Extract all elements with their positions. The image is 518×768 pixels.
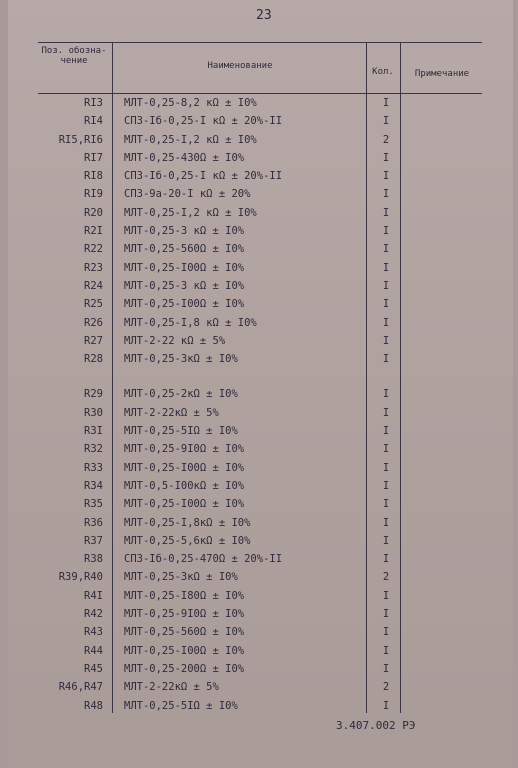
pos-cell: R37 — [84, 534, 103, 547]
name-cell: МЛТ-0,25-3кΩ ± I0% — [124, 571, 238, 584]
qty-cell: I — [382, 479, 390, 492]
qty-cell: I — [382, 406, 390, 419]
qty-cell: I — [382, 534, 390, 547]
pos-cell: R36 — [84, 516, 103, 529]
name-cell: МЛТ-0,25-430Ω ± I0% — [124, 151, 245, 164]
header-name: Наименование — [207, 61, 273, 71]
qty-cell: I — [382, 425, 390, 438]
pos-cell: RI8 — [84, 170, 103, 183]
table-row — [38, 317, 482, 335]
table-row — [38, 498, 482, 516]
document-page — [8, 0, 513, 768]
table-row — [38, 152, 482, 170]
qty-cell: I — [382, 298, 390, 311]
pos-cell: R42 — [84, 608, 103, 621]
qty-cell: I — [382, 97, 390, 109]
qty-cell: I — [382, 316, 390, 329]
name-cell: МЛТ-0,25-3 кΩ ± I0% — [124, 225, 245, 238]
table-row — [38, 335, 482, 353]
header-note: Примечание — [414, 69, 470, 79]
table-row — [38, 280, 482, 298]
pos-cell: R29 — [84, 388, 103, 401]
table-row — [38, 243, 482, 261]
table-row — [38, 443, 482, 461]
qty-cell: I — [382, 516, 390, 529]
header-qty: Кол. — [372, 67, 394, 77]
name-cell: МЛТ-0,25-8,2 кΩ ± I0% — [124, 97, 257, 109]
name-cell: МЛТ-0,25-3кΩ ± I0% — [124, 353, 238, 366]
table-row — [38, 700, 482, 718]
qty-cell: I — [382, 188, 390, 201]
name-cell: СП3-Iб-0,25-I кΩ ± 20%-II — [124, 115, 283, 128]
table-row — [38, 353, 482, 371]
qty-cell: I — [382, 589, 390, 602]
name-cell: МЛТ-0,25-2кΩ ± I0% — [124, 388, 238, 401]
name-cell: МЛТ-0,25-I,2 кΩ ± I0% — [124, 133, 257, 146]
table-body — [38, 97, 482, 718]
name-cell: МЛТ-0,25-I,8кΩ ± I0% — [124, 516, 251, 529]
name-cell: МЛТ-2-22 кΩ ± 5% — [124, 334, 226, 347]
qty-cell: I — [382, 243, 390, 256]
name-cell: МЛТ-0,25-5,6кΩ ± I0% — [124, 534, 251, 547]
table-row — [38, 97, 482, 115]
table-row — [38, 115, 482, 133]
name-cell: МЛТ-0,25-200Ω ± I0% — [124, 662, 245, 675]
name-cell: МЛТ-0,25-I00Ω ± I0% — [124, 644, 245, 657]
pos-cell: R26 — [84, 316, 103, 329]
qty-cell: 2 — [382, 133, 390, 146]
pos-cell: R2I — [84, 225, 103, 238]
qty-cell: I — [382, 206, 390, 219]
qty-cell: I — [382, 334, 390, 347]
pos-cell: RI3 — [84, 97, 103, 109]
pos-cell: R39,R40 — [58, 571, 103, 584]
qty-cell: I — [382, 261, 390, 274]
pos-cell: R4I — [84, 589, 103, 602]
table-row — [38, 298, 482, 316]
table-row — [38, 480, 482, 498]
qty-cell: I — [382, 388, 390, 401]
name-cell: МЛТ-0,25-I,8 кΩ ± I0% — [124, 316, 257, 329]
table-row — [38, 134, 482, 152]
table-row — [38, 262, 482, 280]
qty-cell: I — [382, 170, 390, 183]
table-row — [38, 535, 482, 553]
table-row — [38, 663, 482, 681]
qty-cell: I — [382, 443, 390, 456]
table-row — [38, 207, 482, 225]
name-cell: МЛТ-2-22кΩ ± 5% — [124, 406, 219, 419]
table-row — [38, 225, 482, 243]
pos-cell: RI5,RI6 — [58, 133, 103, 146]
name-cell: МЛТ-0,25-5IΩ ± I0% — [124, 425, 238, 438]
table-row — [38, 425, 482, 443]
qty-cell: I — [382, 461, 390, 474]
parts-list-table — [38, 42, 482, 713]
name-cell: МЛТ-0,25-560Ω ± I0% — [124, 626, 245, 639]
table-row — [38, 170, 482, 188]
pos-cell: R32 — [84, 443, 103, 456]
pos-cell: R48 — [84, 699, 103, 712]
name-cell: МЛТ-0,25-I00Ω ± I0% — [124, 298, 245, 311]
pos-cell: RI7 — [84, 151, 103, 164]
header-divider — [38, 93, 482, 94]
pos-cell: R34 — [84, 479, 103, 492]
name-cell: МЛТ-0,25-I80Ω ± I0% — [124, 589, 245, 602]
qty-cell: I — [382, 553, 390, 566]
name-cell: МЛТ-0,25-5IΩ ± I0% — [124, 699, 238, 712]
pos-cell: RI4 — [84, 115, 103, 128]
name-cell: МЛТ-0,25-9I0Ω ± I0% — [124, 443, 245, 456]
qty-cell: I — [382, 151, 390, 164]
qty-cell: I — [382, 353, 390, 366]
pos-cell: R38 — [84, 553, 103, 566]
pos-cell: R22 — [84, 243, 103, 256]
qty-cell: I — [382, 498, 390, 511]
name-cell: СП3-Iб-0,25-470Ω ± 20%-II — [124, 553, 283, 566]
table-row — [38, 645, 482, 663]
pos-cell: R24 — [84, 279, 103, 292]
pos-cell: R3I — [84, 425, 103, 438]
pos-cell: RI9 — [84, 188, 103, 201]
qty-cell: 2 — [382, 681, 390, 694]
table-row — [38, 608, 482, 626]
name-cell: МЛТ-0,25-I00Ω ± I0% — [124, 498, 245, 511]
qty-cell: I — [382, 644, 390, 657]
header-pos: Поз. обозна-чение — [41, 46, 107, 66]
qty-cell: I — [382, 608, 390, 621]
qty-cell: I — [382, 699, 390, 712]
table-row — [38, 553, 482, 571]
table-row — [38, 407, 482, 425]
table-row — [38, 462, 482, 480]
name-cell: МЛТ-0,25-560Ω ± I0% — [124, 243, 245, 256]
name-cell: МЛТ-0,25-9I0Ω ± I0% — [124, 608, 245, 621]
name-cell: МЛТ-0,25-3 кΩ ± I0% — [124, 279, 245, 292]
pos-cell: R27 — [84, 334, 103, 347]
name-cell: МЛТ-0,25-I00Ω ± I0% — [124, 461, 245, 474]
qty-cell: I — [382, 225, 390, 238]
qty-cell: 2 — [382, 571, 390, 584]
table-row — [38, 571, 482, 589]
table-row — [38, 388, 482, 406]
pos-cell: R44 — [84, 644, 103, 657]
table-row — [38, 517, 482, 535]
qty-cell: I — [382, 279, 390, 292]
name-cell: МЛТ-0,25-I00Ω ± I0% — [124, 261, 245, 274]
qty-cell: I — [382, 115, 390, 128]
pos-cell: R33 — [84, 461, 103, 474]
pos-cell: R46,R47 — [58, 681, 103, 694]
table-row — [38, 681, 482, 699]
pos-cell: R20 — [84, 206, 103, 219]
pos-cell: R43 — [84, 626, 103, 639]
pos-cell: R35 — [84, 498, 103, 511]
qty-cell: I — [382, 662, 390, 675]
name-cell: МЛТ-0,5-I00кΩ ± I0% — [124, 479, 245, 492]
pos-cell: R30 — [84, 406, 103, 419]
table-row — [38, 590, 482, 608]
page-number: 23 — [256, 8, 272, 23]
name-cell: СП3-Iб-0,25-I кΩ ± 20%-II — [124, 170, 283, 183]
name-cell: СП3-9а-20-I кΩ ± 20% — [124, 188, 251, 201]
pos-cell: R28 — [84, 353, 103, 366]
pos-cell: R23 — [84, 261, 103, 274]
table-row — [38, 188, 482, 206]
name-cell: МЛТ-2-22кΩ ± 5% — [124, 681, 219, 694]
table-row — [38, 626, 482, 644]
pos-cell: R45 — [84, 662, 103, 675]
name-cell: МЛТ-0,25-I,2 кΩ ± I0% — [124, 206, 257, 219]
qty-cell: I — [382, 626, 390, 639]
pos-cell: R25 — [84, 298, 103, 311]
document-code: 3.407.002 РЭ — [336, 719, 416, 732]
